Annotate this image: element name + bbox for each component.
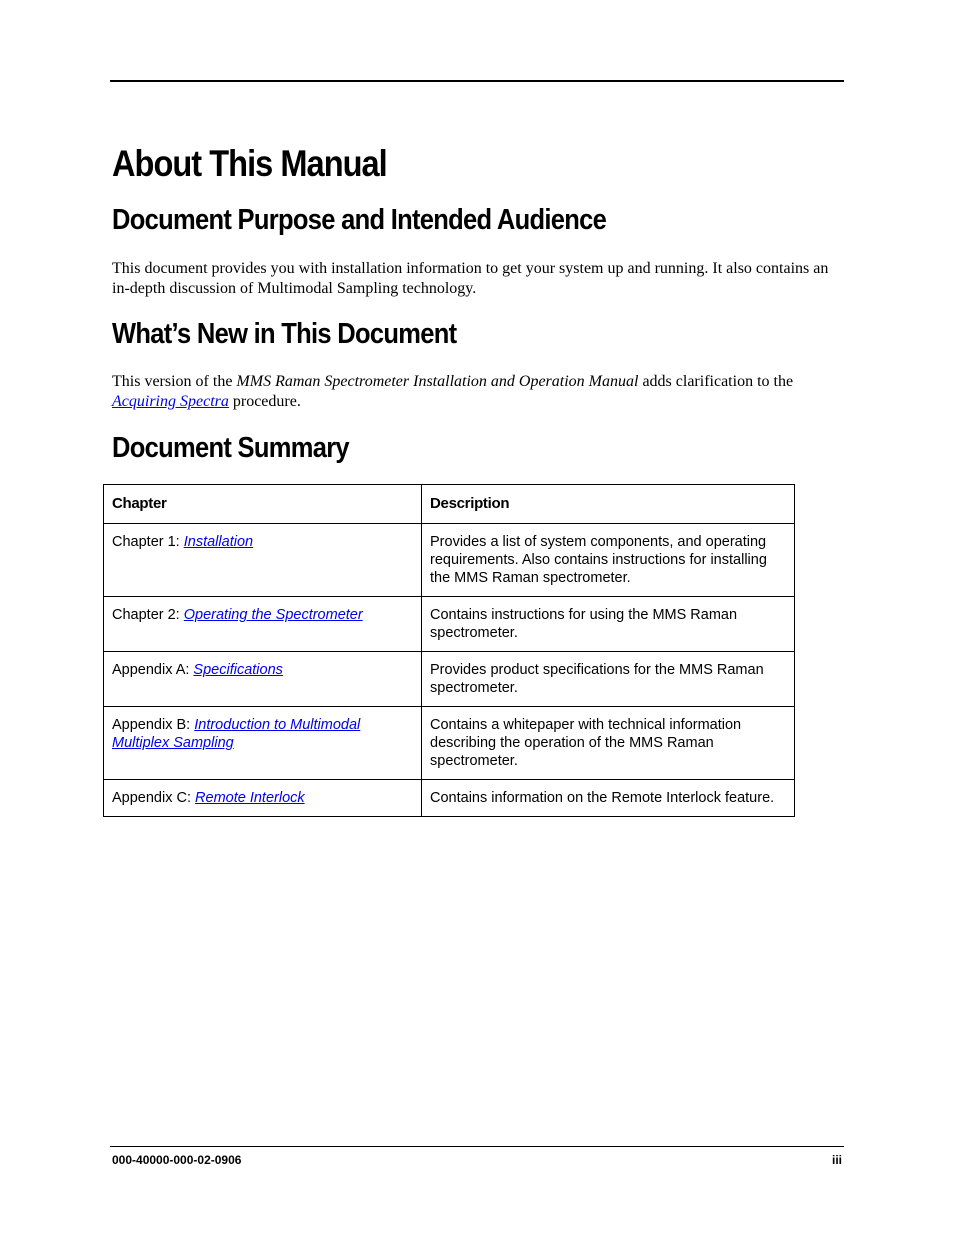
footer-rule [110,1146,844,1147]
table-header-row [104,485,795,524]
chapter-prefix: Appendix A: [112,662,194,678]
whats-new-middle: adds clarification to the [638,373,794,390]
operating-spectrometer-link[interactable]: Operating the Spectrometer [183,607,363,623]
description-cell: Provides a list of system components, and operating requirements. Also contains instructions for installing the MMS Raman spectrometer. [422,524,795,597]
chapter-cell [104,597,422,652]
table-row [104,652,795,707]
summary-table [103,484,795,817]
chapter-prefix: Appendix C: [112,790,196,806]
column-header-chapter: Chapter [104,485,422,524]
chapter-prefix: Chapter 1: [112,534,184,550]
acquiring-spectra-link[interactable]: Acquiring Spectra [112,393,229,410]
chapter-cell [104,652,422,707]
purpose-paragraph: This document provides you with installation information to get your system up and running. It also contains an in-depth discussion of Multimodal Sampling technology. [112,260,829,297]
summary-heading: Document Summary [112,432,349,464]
chapter-cell [104,707,422,780]
purpose-heading: Document Purpose and Intended Audience [112,204,607,236]
table-row [104,707,795,780]
remote-interlock-link[interactable]: Remote Interlock [195,790,305,806]
chapter-prefix: Appendix B: [112,717,195,733]
whats-new-suffix: procedure. [228,393,301,410]
multimodal-sampling-link[interactable]: Introduction to Multimodal Multiplex Sampling [112,717,361,751]
description-cell: Contains instructions for using the MMS Raman spectrometer. [422,597,795,652]
chapter-cell [104,780,422,817]
header-rule [110,80,844,82]
page-number: iii [831,1153,842,1167]
description-cell: Provides product specifications for the MMS Raman spectrometer. [422,652,795,707]
whats-new-paragraph [112,372,832,412]
installation-link[interactable]: Installation [183,534,254,550]
manual-title: MMS Raman Spectrometer Installation and Operation Manual [236,373,639,390]
chapter-cell [104,524,422,597]
table-row [104,524,795,597]
column-header-description: Description [422,485,795,524]
document-number: 000-40000-000-02-0906 [112,1153,242,1167]
table-row [104,780,795,817]
description-cell: Contains a whitepaper with technical information describing the operation of the MMS Raman spectrometer. [422,707,795,780]
main-content [112,140,832,466]
whats-new-prefix: This version of the [112,373,237,390]
whats-new-heading: What’s New in This Document [112,318,457,350]
chapter-prefix: Chapter 2: [112,607,184,623]
description-cell: Contains information on the Remote Interlock feature. [422,780,795,817]
specifications-link[interactable]: Specifications [193,662,283,678]
page-title: About This Manual [112,143,387,184]
table-row [104,597,795,652]
